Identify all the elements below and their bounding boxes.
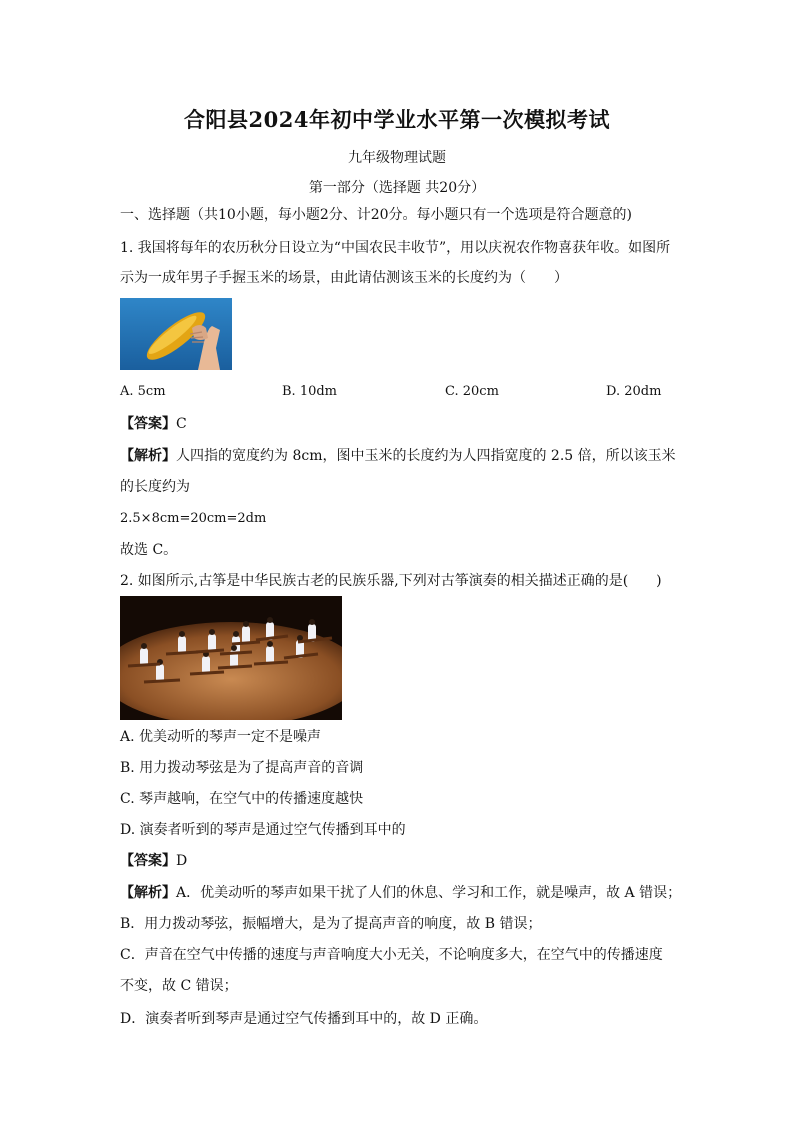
q1-formula: 2.5×8cm=20cm=2dm: [120, 511, 267, 526]
q2-analysis-line5: D．演奏者听到琴声是通过空气传播到耳中的，故 D 正确。: [120, 1011, 488, 1027]
analysis-text: A．优美动听的琴声如果干扰了人们的休息、学习和工作，就是噪声，故 A 错误；: [176, 885, 682, 901]
part-heading: 第一部分（选择题 共20分）: [308, 180, 486, 196]
q2-analysis-line1: [120, 883, 681, 903]
q1-answer: [120, 414, 187, 434]
q1-analysis-line2: 的长度约为: [120, 479, 190, 495]
exam-title: 合阳县2024年初中学业水平第一次模拟考试: [184, 107, 610, 132]
q1-option-d: D. 20dm: [606, 384, 662, 399]
guzheng-performance-photo: [120, 596, 342, 720]
q2-option-d: D. 演奏者听到的琴声是通过空气传播到耳中的: [120, 822, 406, 838]
q2-analysis-line3: C．声音在空气中传播的速度与声音响度大小无关，不论响度多大，在空气中的传播速度: [120, 947, 663, 963]
q1-conclusion: 故选 C。: [120, 542, 178, 558]
q2-stem: 2. 如图所示,古筝是中华民族古老的民族乐器,下列对古筝演奏的相关描述正确的是( ): [120, 573, 662, 589]
q2-option-b: B. 用力拨动琴弦是为了提高声音的音调: [120, 760, 364, 776]
q2-analysis-line2: B．用力拨动琴弦，振幅增大，是为了提高声音的响度，故 B 错误；: [120, 916, 542, 932]
section-heading: 一、选择题（共10小题，每小题2分、计20分。每小题只有一个选项是符合题意的): [120, 207, 632, 223]
q2-option-c: C. 琴声越响，在空气中的传播速度越快: [120, 791, 364, 807]
answer-value: D: [176, 853, 188, 869]
q1-analysis-line1: [120, 446, 676, 466]
q1-stem-line1: 1. 我国将每年的农历秋分日设立为“中国农民丰收节”，用以庆祝农作物喜获年收。如图所: [120, 240, 671, 256]
corn-hand-photo: [120, 298, 232, 370]
q2-option-a: A. 优美动听的琴声一定不是噪声: [120, 729, 322, 745]
analysis-text: 人四指的宽度约为 8cm，图中玉米的长度约为人四指宽度的 2.5 倍，所以该玉米: [176, 448, 676, 464]
analysis-label: 【解析】: [120, 448, 176, 464]
q1-option-c: C. 20cm: [445, 384, 499, 399]
analysis-label: 【解析】: [120, 885, 176, 901]
q2-answer: [120, 851, 187, 871]
q1-option-a: A. 5cm: [120, 384, 166, 399]
q1-stem-line2: 示为一成年男子手握玉米的场景，由此请估测该玉米的长度约为（ ）: [120, 270, 568, 286]
answer-value: C: [176, 416, 187, 432]
q1-option-b: B. 10dm: [282, 384, 338, 399]
answer-label: 【答案】: [120, 416, 176, 432]
exam-subtitle: 九年级物理试题: [348, 150, 446, 166]
q2-analysis-line4: 不变，故 C 错误；: [120, 978, 238, 994]
answer-label: 【答案】: [120, 853, 176, 869]
